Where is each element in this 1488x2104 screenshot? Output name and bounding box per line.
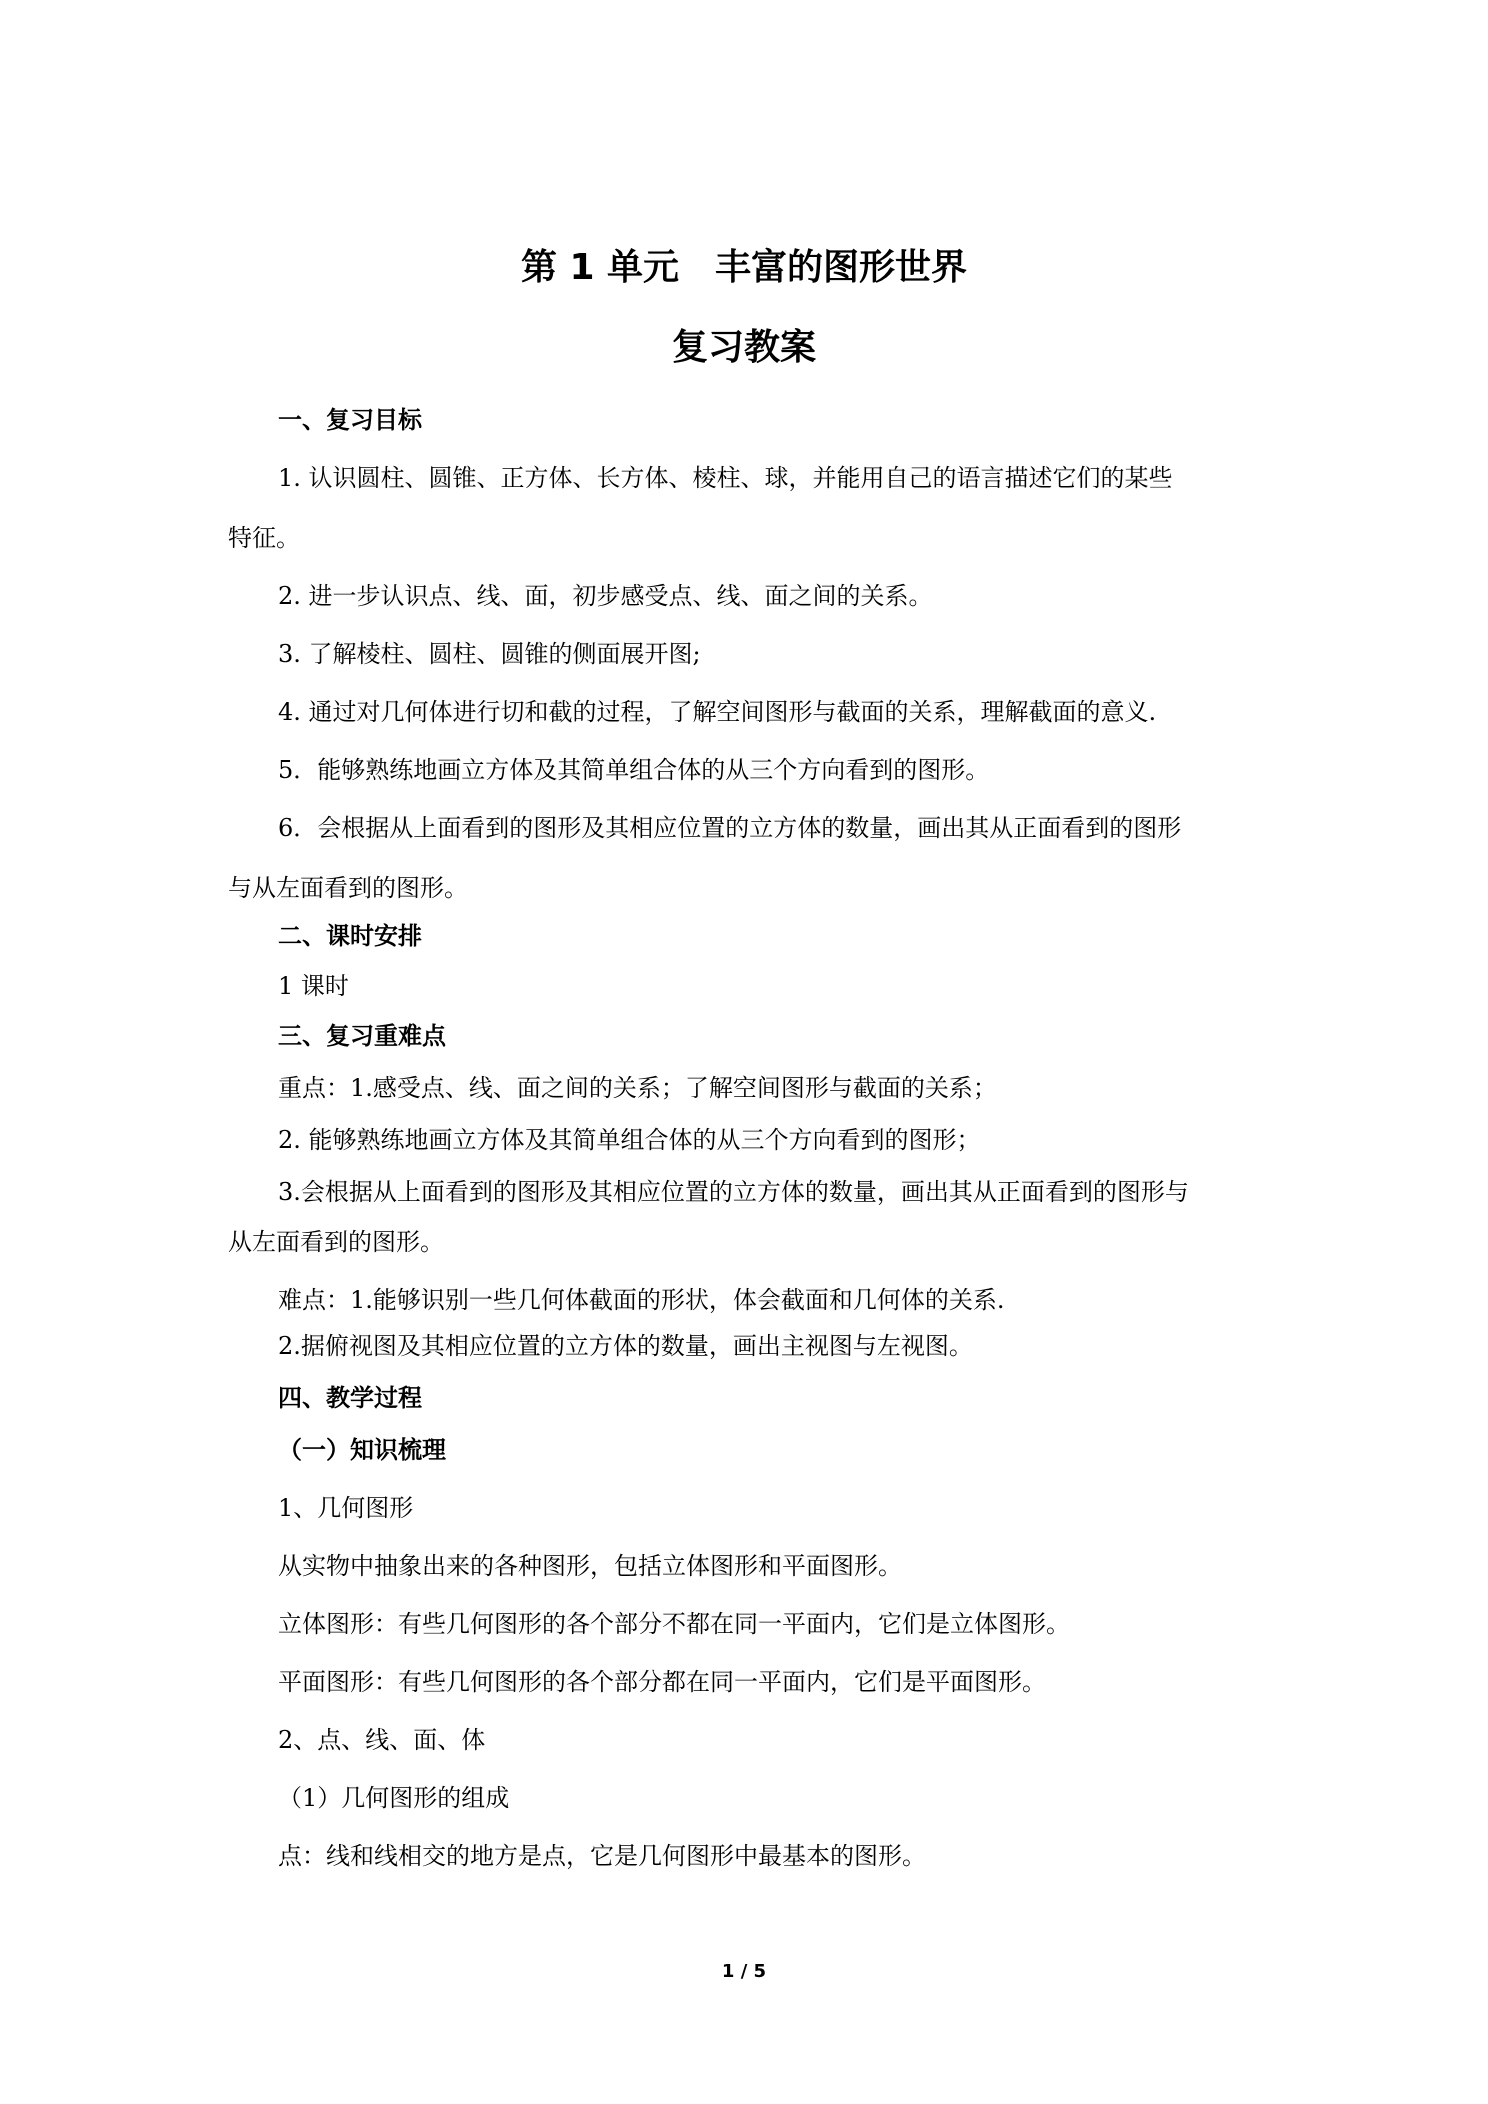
section-heading-teaching-process: 四、教学过程 <box>278 1384 422 1412</box>
knowledge-paragraph-5: 2、点、线、面、体 <box>278 1726 486 1754</box>
goal-item-1: 1. 认识圆柱、圆锥、正方体、长方体、棱柱、球，并能用自己的语言描述它们的某些 <box>278 464 1173 492</box>
subsection-heading-knowledge: （一）知识梳理 <box>278 1436 446 1464</box>
knowledge-paragraph-2: 从实物中抽象出来的各种图形，包括立体图形和平面图形。 <box>278 1552 902 1580</box>
goal-item-6-continued: 与从左面看到的图形。 <box>228 874 468 902</box>
goal-item-2: 2. 进一步认识点、线、面，初步感受点、线、面之间的关系。 <box>278 582 933 610</box>
goal-item-5: 5．能够熟练地画立方体及其简单组合体的从三个方向看到的图形。 <box>278 756 990 784</box>
difficulty-1: 难点：1.能够识别一些几何体截面的形状，体会截面和几何体的关系. <box>278 1286 1005 1314</box>
goal-item-4: 4. 通过对几何体进行切和截的过程，了解空间图形与截面的关系，理解截面的意义. <box>278 698 1157 726</box>
knowledge-paragraph-7: 点：线和线相交的地方是点，它是几何图形中最基本的图形。 <box>278 1842 926 1870</box>
section-heading-key-points: 三、复习重难点 <box>278 1022 446 1050</box>
goal-item-1-continued: 特征。 <box>228 524 300 552</box>
knowledge-paragraph-6: （1）几何图形的组成 <box>278 1784 510 1812</box>
knowledge-paragraph-4: 平面图形：有些几何图形的各个部分都在同一平面内，它们是平面图形。 <box>278 1668 1046 1696</box>
section-heading-schedule: 二、课时安排 <box>278 922 422 950</box>
key-point-3: 3.会根据从上面看到的图形及其相应位置的立方体的数量，画出其从正面看到的图形与 <box>278 1178 1189 1206</box>
document-title: 第 1 单元 丰富的图形世界 <box>520 247 968 288</box>
knowledge-paragraph-1: 1、几何图形 <box>278 1494 414 1522</box>
page-number: 1 / 5 <box>721 1961 767 1982</box>
section-heading-goals: 一、复习目标 <box>278 406 422 434</box>
goal-item-6: 6．会根据从上面看到的图形及其相应位置的立方体的数量，画出其从正面看到的图形 <box>278 814 1182 842</box>
knowledge-paragraph-3: 立体图形：有些几何图形的各个部分不都在同一平面内，它们是立体图形。 <box>278 1610 1070 1638</box>
key-point-3-continued: 从左面看到的图形。 <box>228 1228 444 1256</box>
document-subtitle: 复习教案 <box>671 327 816 368</box>
key-point-1: 重点：1.感受点、线、面之间的关系；了解空间图形与截面的关系； <box>278 1074 997 1102</box>
difficulty-2: 2.据俯视图及其相应位置的立方体的数量，画出主视图与左视图。 <box>278 1332 973 1360</box>
goal-item-3: 3. 了解棱柱、圆柱、圆锥的侧面展开图; <box>278 640 701 668</box>
schedule-text: 1 课时 <box>278 972 349 1000</box>
key-point-2: 2. 能够熟练地画立方体及其简单组合体的从三个方向看到的图形； <box>278 1126 981 1154</box>
